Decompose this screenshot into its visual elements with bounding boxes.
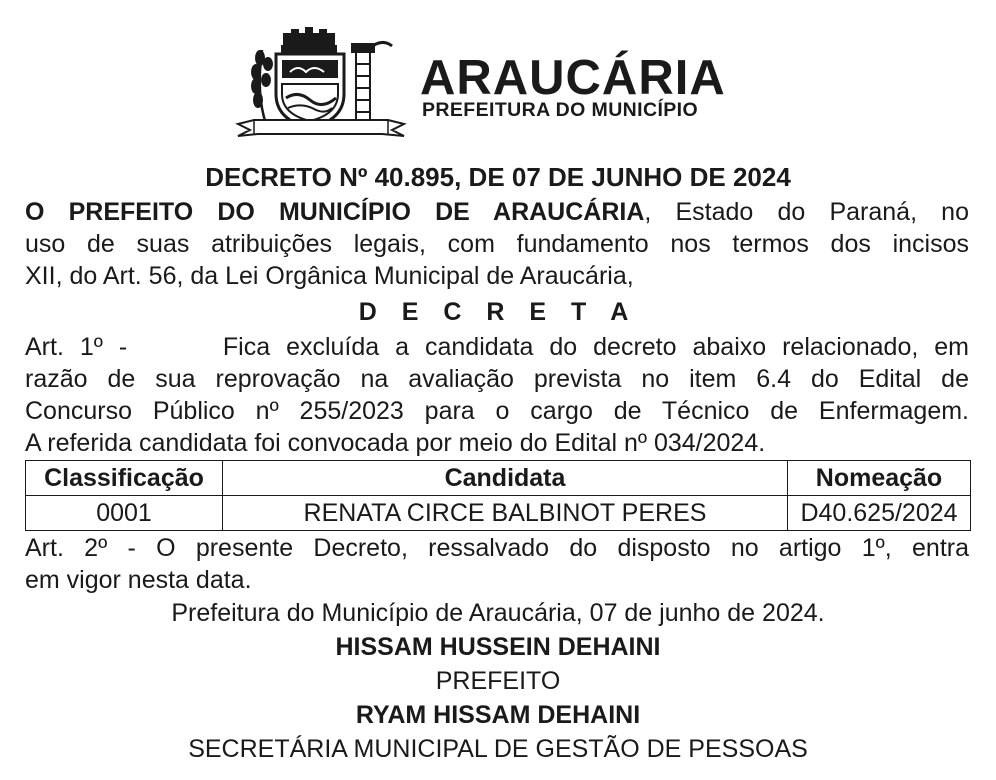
- article-1-line-1: [25, 331, 969, 363]
- preamble: [25, 196, 969, 292]
- article-2-line-1: Art. 2º - O presente Decreto, ressalvado do disposto no artigo 1º, entra: [25, 534, 969, 562]
- article-2-line-2: em vigor nesta data.: [25, 566, 252, 594]
- signatory-2-name: RYAM HISSAM DEHAINI: [355, 701, 641, 729]
- preamble-line-1: [25, 196, 969, 228]
- column-header-candidata: Candidata: [223, 461, 788, 496]
- table-row: [26, 496, 971, 531]
- cell-candidata: RENATA CIRCE BALBINOT PERES: [223, 496, 788, 531]
- municipal-coat-of-arms: [232, 24, 410, 142]
- cell-classificacao: 0001: [26, 496, 223, 531]
- closing-place-date: Prefeitura do Município de Araucária, 07 de junho de 2024.: [171, 599, 825, 627]
- decreta-heading: D E C R E T A: [358, 298, 638, 326]
- signatory-1-role: PREFEITO: [435, 667, 561, 695]
- brand-name: ARAUCÁRIA: [420, 51, 726, 105]
- article-1: [25, 331, 969, 459]
- signatory-1-name: HISSAM HUSSEIN DEHAINI: [335, 633, 661, 661]
- brand-subtitle: PREFEITURA DO MUNICÍPIO: [422, 99, 699, 121]
- preamble-line-2: uso de suas atribuições legais, com fundamento nos termos dos incisos: [25, 230, 969, 258]
- cell-nomeacao: D40.625/2024: [788, 496, 971, 531]
- decree-title: DECRETO Nº 40.895, DE 07 DE JUNHO DE 2024: [205, 162, 791, 192]
- article-2: [25, 532, 969, 596]
- preamble-line-1-rest: , Estado do Paraná, no: [644, 198, 969, 226]
- table-header-row: [26, 461, 971, 496]
- column-header-nomeacao: Nomeação: [788, 461, 971, 496]
- article-1-line-3: Concurso Público nº 255/2023 para o cargo de Técnico de Enfermagem.: [25, 397, 969, 425]
- letterhead: [232, 24, 772, 142]
- article-1-line-1-text: Art. 1º - Fica excluída a candidata do decreto abaixo relacionado, em: [25, 333, 969, 361]
- column-header-classificacao: Classificação: [26, 461, 223, 496]
- candidate-table: [25, 460, 971, 531]
- signatory-2-role: SECRETÁRIA MUNICIPAL DE GESTÃO DE PESSOAS: [188, 735, 808, 763]
- authority-text: O PREFEITO DO MUNICÍPIO DE ARAUCÁRIA: [25, 198, 645, 226]
- preamble-line-3: XII, do Art. 56, da Lei Orgânica Municipal de Araucária,: [25, 262, 634, 290]
- article-1-line-2: razão de sua reprovação na avaliação prevista no item 6.4 do Edital de: [25, 365, 969, 393]
- article-1-line-4: A referida candidata foi convocada por meio do Edital nº 034/2024.: [25, 429, 766, 457]
